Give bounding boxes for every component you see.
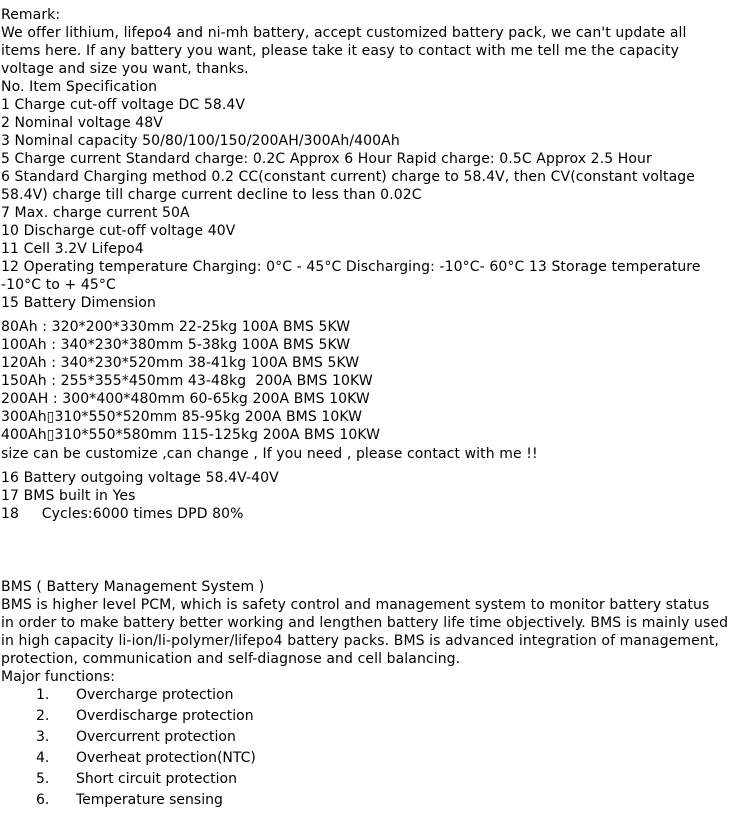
list-number: 1.: [36, 687, 50, 703]
list-text: Temperature sensing: [76, 792, 223, 808]
spec-line: 17 BMS built in Yes: [1, 488, 136, 504]
customize-note: size can be customize ,can change , If you need , please contact with me !!: [1, 446, 538, 462]
spec-line: 58.4V) charge till charge current decline to less than 0.02C: [1, 187, 422, 203]
list-text: Overdischarge protection: [76, 708, 254, 724]
spec-line: 3 Nominal capacity 50/80/100/150/200AH/300Ah/400Ah: [1, 133, 400, 149]
spec-line: 12 Operating temperature Charging: 0°C - 45°C Discharging: -10°C- 60°C 13 Storage temperature: [1, 259, 701, 275]
list-text: Short circuit protection: [76, 771, 237, 787]
spec-line: 16 Battery outgoing voltage 58.4V-40V: [1, 470, 279, 486]
spec-line: 5 Charge current Standard charge: 0.2C Approx 6 Hour Rapid charge: 0.5C Approx 2.5 Hour: [1, 151, 652, 167]
spec-line: 11 Cell 3.2V Lifepo4: [1, 241, 144, 257]
spec-line: 6 Standard Charging method 0.2 CC(constant current) charge to 58.4V, then CV(constant voltage: [1, 169, 695, 185]
spec-line: 7 Max. charge current 50A: [1, 205, 190, 221]
remark-line: We offer lithium, lifepo4 and ni-mh battery, accept customized battery pack, we can't update all: [1, 25, 687, 41]
spec-header: No. Item Specification: [1, 79, 158, 95]
dimension-row: 80Ah : 320*200*330mm 22-25kg 100A BMS 5KW: [1, 319, 351, 335]
remark-line: voltage and size you want, thanks.: [1, 61, 249, 77]
bms-line: protection, communication and self-diagnose and cell balancing.: [1, 651, 461, 667]
list-number: 4.: [36, 750, 50, 766]
bms-line: in high capacity li-ion/li-polymer/lifepo4 battery packs. BMS is advanced integration of management,: [1, 633, 719, 649]
spec-line: 2 Nominal voltage 48V: [1, 115, 163, 131]
dimension-row: 300Ah▯310*550*520mm 85-95kg 200A BMS 10KW: [1, 409, 363, 425]
spec-line: 18 Cycles:6000 times DPD 80%: [1, 506, 244, 522]
bms-line: BMS is higher level PCM, which is safety control and management system to monitor battery status: [1, 597, 710, 613]
list-text: Overcharge protection: [76, 687, 234, 703]
list-number: 6.: [36, 792, 50, 808]
dimension-row: 200AH : 300*400*480mm 60-65kg 200A BMS 10KW: [1, 391, 370, 407]
dimension-row: 400Ah▯310*550*580mm 115-125kg 200A BMS 10KW: [1, 427, 381, 443]
list-text: Overcurrent protection: [76, 729, 236, 745]
spec-line: 1 Charge cut-off voltage DC 58.4V: [1, 97, 246, 113]
spec-line: 10 Discharge cut-off voltage 40V: [1, 223, 236, 239]
spec-line: 15 Battery Dimension: [1, 295, 156, 311]
bms-heading: BMS ( Battery Management System ): [1, 579, 265, 595]
remark-line: items here. If any battery you want, please take it easy to contact with me tell me the capacity: [1, 43, 680, 59]
list-number: 5.: [36, 771, 50, 787]
list-number: 2.: [36, 708, 50, 724]
dimension-row: 120Ah : 340*230*520mm 38-41kg 100A BMS 5KW: [1, 355, 360, 371]
dimension-row: 150Ah : 255*355*450mm 43-48kg 200A BMS 10KW: [1, 373, 373, 389]
spec-line: -10°C to + 45°C: [1, 277, 116, 293]
remark-heading: Remark:: [1, 7, 61, 23]
bms-line: in order to make battery better working and lengthen battery life time objectively. BMS is mainly used: [1, 615, 729, 631]
list-number: 3.: [36, 729, 50, 745]
functions-heading: Major functions:: [1, 669, 116, 685]
list-text: Overheat protection(NTC): [76, 750, 256, 766]
dimension-row: 100Ah : 340*230*380mm 5-38kg 100A BMS 5KW: [1, 337, 351, 353]
